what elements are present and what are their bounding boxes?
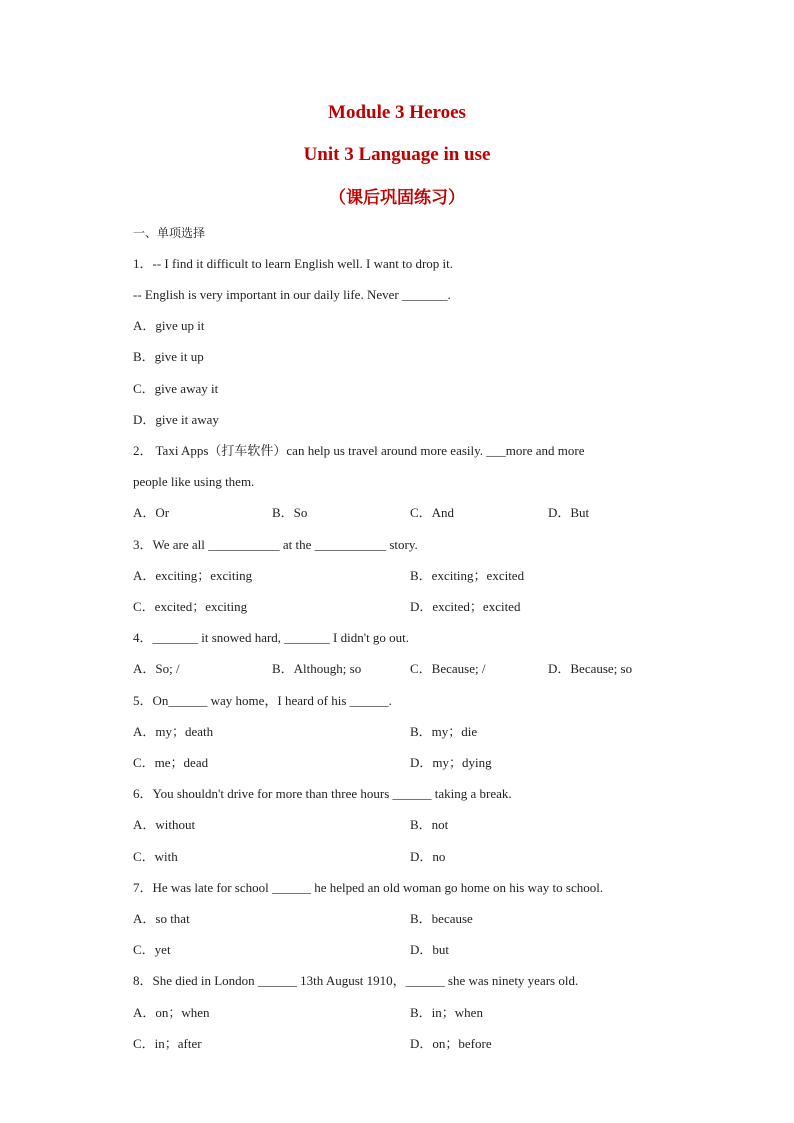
question-8-line-1: 8．She died in London ______ 13th August 1910，______ she was ninety years old. [133, 973, 579, 988]
question-6-option-a: A．without [133, 817, 196, 832]
question-1-option-d: D．give it away [133, 412, 219, 427]
question-6-option-d: D．no [410, 849, 446, 864]
question-2-line-1: 2． Taxi Apps（打车软件）can help us travel around more easily. ___more and more [133, 443, 585, 458]
section-heading: 一、单项选择 [133, 226, 206, 240]
question-5-option-b: B．my；die [410, 724, 478, 739]
question-1-line-2: -- English is very important in our daily life. Never _______. [133, 287, 451, 302]
question-8-option-d: D．on；before [410, 1036, 492, 1051]
question-7-option-c: C．yet [133, 942, 171, 957]
question-7-option-b: B．because [410, 911, 473, 926]
module-title: Module 3 Heroes [328, 102, 466, 123]
question-7-line-1: 7．He was late for school ______ he helped an old woman go home on his way to school. [133, 880, 604, 895]
question-4-option-d: D．Because; so [548, 661, 633, 676]
question-2-line-2: people like using them. [133, 474, 255, 489]
question-3-line-1: 3．We are all ___________ at the ___________ story. [133, 537, 418, 552]
question-5-option-d: D．my；dying [410, 755, 492, 770]
question-8-option-b: B．in；when [410, 1005, 483, 1020]
question-2-option-b: B．So [272, 505, 308, 520]
question-3-option-c: C．excited；exciting [133, 599, 248, 614]
question-3-option-b: B．exciting；excited [410, 568, 525, 583]
question-1-option-b: B．give it up [133, 349, 204, 364]
question-8-option-a: A．on；when [133, 1005, 210, 1020]
question-7-option-a: A．so that [133, 911, 190, 926]
unit-title: Unit 3 Language in use [303, 144, 491, 165]
question-3-option-a: A．exciting；exciting [133, 568, 253, 583]
question-2-option-a: A．Or [133, 505, 170, 520]
question-4-option-a: A．So; / [133, 661, 180, 676]
question-6-option-b: B．not [410, 817, 449, 832]
question-2-option-c: C．And [410, 505, 455, 520]
question-5-option-c: C．me；dead [133, 755, 209, 770]
question-1-option-c: C．give away it [133, 381, 219, 396]
question-4-option-c: C．Because; / [410, 661, 486, 676]
question-1-line-1: 1．-- I find it difficult to learn English well. I want to drop it. [133, 256, 454, 271]
question-3-option-d: D．excited；excited [410, 599, 521, 614]
question-4-option-b: B．Although; so [272, 661, 362, 676]
question-7-option-d: D．but [410, 942, 450, 957]
question-5-option-a: A．my；death [133, 724, 214, 739]
exercise-subtitle: （课后巩固练习） [329, 188, 465, 208]
question-4-line-1: 4．_______ it snowed hard, _______ I didn't go out. [133, 630, 410, 645]
question-2-option-d: D．But [548, 505, 590, 520]
question-6-option-c: C．with [133, 849, 178, 864]
question-8-option-c: C．in；after [133, 1036, 202, 1051]
question-6-line-1: 6．You shouldn't drive for more than three hours ______ taking a break. [133, 786, 512, 801]
question-1-option-a: A．give up it [133, 318, 205, 333]
question-5-line-1: 5．On______ way home，I heard of his ______. [133, 693, 392, 708]
